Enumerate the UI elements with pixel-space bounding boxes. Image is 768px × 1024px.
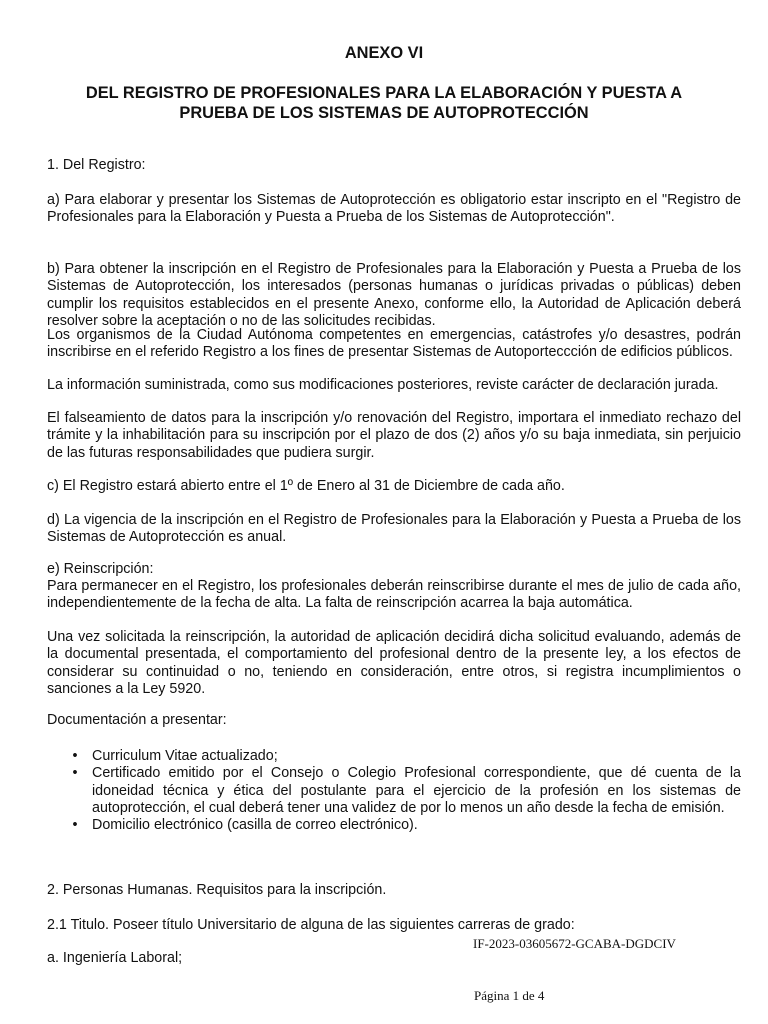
annex-heading: ANEXO VI <box>344 44 424 62</box>
paragraph-c: c) El Registro estará abierto entre el 1º de Enero al 31 de Diciembre de cada año. <box>47 478 565 494</box>
list-item: • Domicilio electrónico (casilla de correo electrónico). <box>47 817 741 834</box>
section-1-heading: 1. Del Registro: <box>47 157 146 173</box>
bullet-icon: • <box>72 765 78 782</box>
paragraph-e-solicitud: Una vez solicitada la reinscripción, la autoridad de aplicación decidirá dicha solicitud evaluando, además de la documental presentada, el comportamiento del profesional dentro de la presente ley, a los efectos de considerar su continuidad o no, teniendo en consideración, entre otros, si registra incumplimientos o sanciones a la Ley 5920. <box>47 629 741 697</box>
paragraph-d: d) La vigencia de la inscripción en el Registro de Profesionales para la Elaboración y Puesta a Prueba de los Sistemas de Autoprotección es anual. <box>47 512 741 546</box>
paragraph-b-falseamiento: El falseamiento de datos para la inscripción y/o renovación del Registro, importara el inmediato rechazo del trámite y la inhabilitación para su inscripción por el plazo de dos (2) años y/o su baja inmediata, sin perjuicio de las futuras responsabilidades que pudiera surgir. <box>47 410 741 461</box>
section-2-1-title: 2.1 Titulo. Poseer título Universitario de alguna de las siguientes carreras de grado: <box>47 917 575 933</box>
bullet-icon: • <box>72 748 78 764</box>
page-number: Página 1 de 4 <box>474 988 545 1003</box>
paragraph-e-heading: e) Reinscripción: <box>47 561 154 577</box>
paragraph-b-organismos: Los organismos de la Ciudad Autónoma competentes en emergencias, catástrofes y/o desastres, podrán inscribirse en el referido Registro a los fines de presentar Sistemas de Autoporteccción de edificios públicos. <box>47 327 741 361</box>
paragraph-e-permanecer: Para permanecer en el Registro, los profesionales deberán reinscribirse durante el mes de julio de cada año, independientemente de la fecha de alta. La falta de reinscripción acarrea la baja automática. <box>47 578 741 612</box>
document-title-line-2: PRUEBA DE LOS SISTEMAS DE AUTOPROTECCIÓN <box>179 104 589 122</box>
documentation-heading: Documentación a presentar: <box>47 712 227 728</box>
list-item: • Curriculum Vitae actualizado; <box>47 748 741 765</box>
bullet-icon: • <box>72 817 78 834</box>
section-2-heading: 2. Personas Humanas. Requisitos para la inscripción. <box>47 882 387 898</box>
documentation-list <box>47 748 741 834</box>
document-title-line-1: DEL REGISTRO DE PROFESIONALES PARA LA ELABORACIÓN Y PUESTA A <box>85 84 683 102</box>
item-a-ingenieria-laboral: a. Ingeniería Laboral; <box>47 950 183 966</box>
paragraph-a: a) Para elaborar y presentar los Sistemas de Autoprotección es obligatorio estar inscripto en el "Registro de Profesionales para la Elaboración y Puesta a Prueba de los Sistemas de Autoprotección". <box>47 192 741 226</box>
list-item: • Certificado emitido por el Consejo o Colegio Profesional correspondiente, que dé cuenta de la idoneidad técnica y ética del postulante para el ejercicio de la profesión en los sistemas de autoprotección, el cual deberá tener una validez de por lo menos un año desde la fecha de emisión. <box>47 765 741 817</box>
paragraph-b: b) Para obtener la inscripción en el Registro de Profesionales para la Elaboración y Puesta a Prueba de los Sistemas de Autoprotección, los interesados (personas humanas o jurídicas privadas o públicas) deben cumplir los requisitos establecidos en el presente Anexo, conforme ello, la Autoridad de Aplicación deberá resolver sobre la aceptación o no de las solicitudes recibidas. <box>47 261 741 329</box>
document-code: IF-2023-03605672-GCABA-DGDCIV <box>473 936 676 951</box>
paragraph-b-informacion: La información suministrada, como sus modificaciones posteriores, reviste carácter de declaración jurada. <box>47 377 719 393</box>
